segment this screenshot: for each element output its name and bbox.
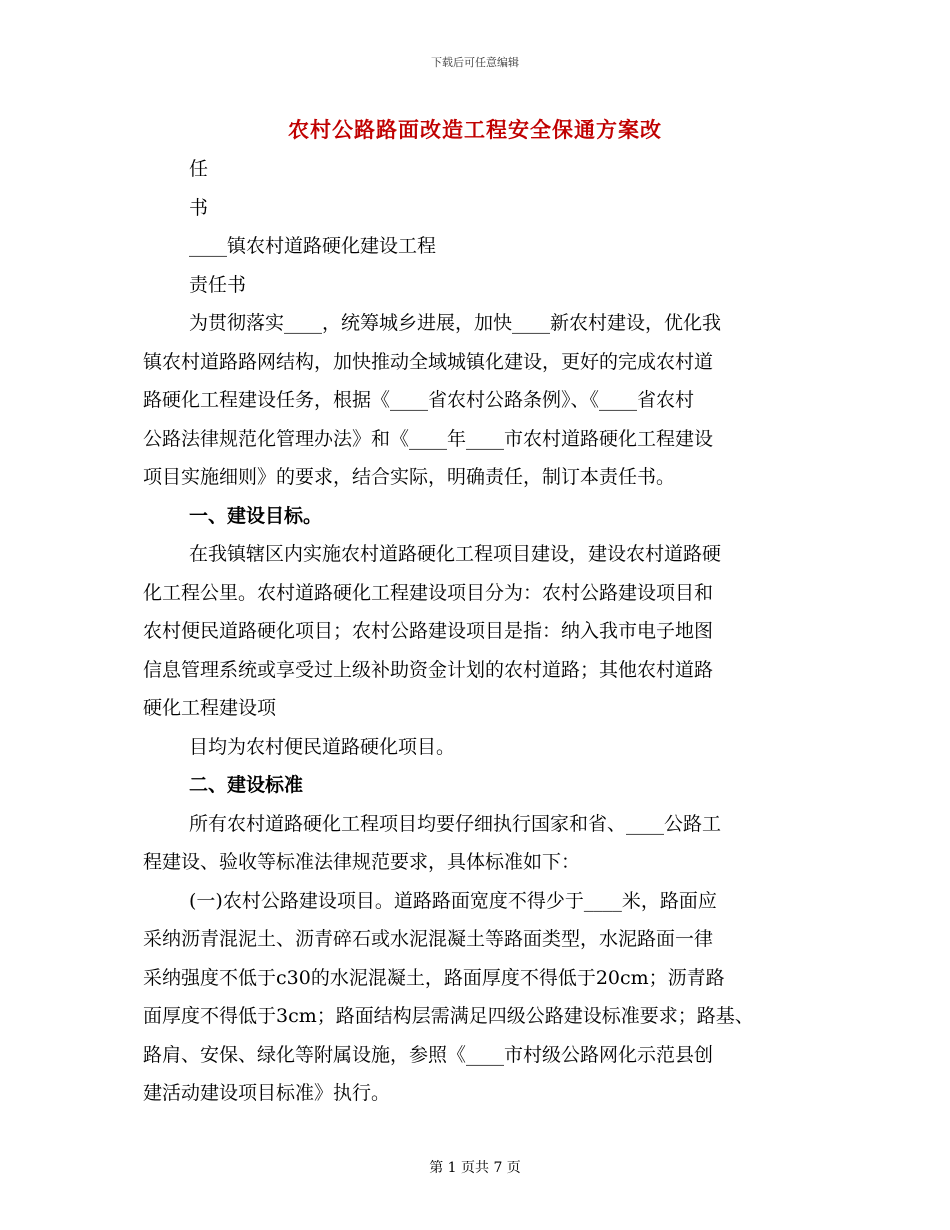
body-line: 采纳沥青混泥土、沥青碎石或水泥混凝土等路面类型，水泥路面一律: [143, 928, 714, 950]
body-line: 程建设、验收等标准法律规范要求，具体标准如下：: [143, 851, 581, 873]
document-body: [143, 150, 803, 1113]
body-line: 面厚度不得低于3cm；路面结构层需满足四级公路建设标准要求；路基、: [143, 1005, 754, 1027]
section-heading: 二、建设标准: [189, 774, 304, 796]
body-line: 化工程公里。农村道路硬化工程建设项目分为：农村公路建设项目和: [143, 581, 714, 604]
section-heading: 一、建设目标。: [189, 504, 323, 527]
header-note: 下载后可任意编辑: [431, 56, 519, 69]
body-line: 信息管理系统或享受过上级补助资金计划的农村道路；其他农村道路: [143, 658, 714, 681]
body-line: ____镇农村道路硬化建设工程: [189, 235, 437, 257]
body-line: 硬化工程建设项: [143, 697, 277, 719]
body-line: 责任书: [189, 273, 247, 296]
body-line: 项目实施细则》的要求，结合实际，明确责任，制订本责任书。: [143, 466, 676, 488]
body-line: 路肩、安保、绿化等附属设施，参照《____市村级公路网化示范县创: [143, 1043, 714, 1066]
body-line: 书: [189, 196, 209, 219]
body-line: 建活动建设项目标准》执行。: [143, 1082, 391, 1104]
body-line: 路硬化工程建设任务，根据《____省农村公路条例》、《____省农村: [143, 389, 695, 411]
body-line: 公路法律规范化管理办法》和《____年____市农村道路硬化工程建设: [143, 427, 714, 450]
body-line: 在我镇辖区内实施农村道路硬化工程项目建设，建设农村道路硬: [189, 543, 722, 565]
body-line: 任: [189, 158, 209, 180]
page-footer: 第 1 页共 7 页: [429, 1160, 521, 1176]
body-line: 农村便民道路硬化项目；农村公路建设项目是指：纳入我市电子地图: [143, 620, 714, 642]
body-line: 为贯彻落实____，统筹城乡进展，加快____新农村建设，优化我: [189, 312, 722, 334]
body-line: (一)农村公路建设项目。道路路面宽度不得少于____米，路面应: [189, 889, 717, 912]
body-line: 目均为农村便民道路硬化项目。: [189, 735, 456, 758]
body-line: 所有农村道路硬化工程项目均要仔细执行国家和省、____公路工: [189, 812, 722, 835]
body-line: 镇农村道路路网结构，加快推动全域城镇化建设，更好的完成农村道: [143, 350, 714, 373]
body-line: 采纳强度不低于c30的水泥混凝土，路面厚度不得低于20cm；沥青路: [143, 966, 725, 989]
document-title: 农村公路路面改造工程安全保通方案改: [288, 117, 662, 142]
